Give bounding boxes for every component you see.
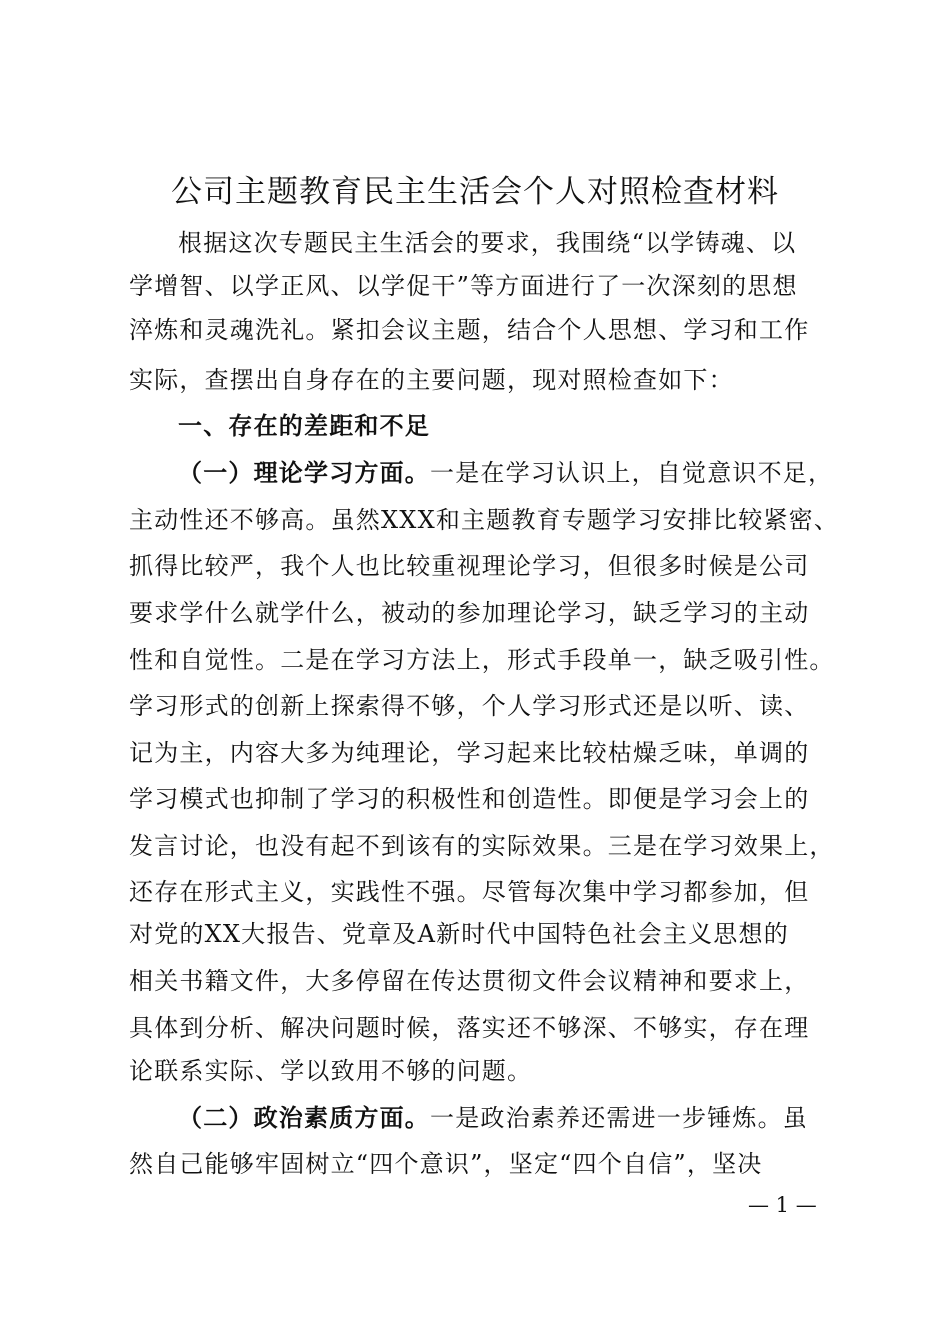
section-heading: 一、存在的差距和不足 bbox=[178, 411, 430, 440]
paragraph-line: 相关书籍文件，大多停留在传达贯彻文件会议精神和要求上， bbox=[129, 967, 810, 995]
paragraph-line: 学习模式也抑制了学习的积极性和创造性。即便是学习会上的 bbox=[129, 785, 810, 813]
paragraph-line: 对党的XX大报告、党章及A新时代中国特色社会主义思想的 bbox=[129, 920, 789, 948]
paragraph-line: 还存在形式主义，实践性不强。尽管每次集中学习都参加，但 bbox=[129, 878, 810, 906]
paragraph-line: 性和自觉性。二是在学习方法上，形式手段单一，缺乏吸引性。 bbox=[129, 646, 835, 674]
paragraph-first-line bbox=[178, 456, 833, 490]
intro-line: 实际，查摆出自身存在的主要问题，现对照检查如下： bbox=[129, 366, 734, 394]
paragraph-line: 具体到分析、解决问题时候，落实还不够深、不够实，存在理 bbox=[129, 1014, 810, 1042]
paragraph-line: 学习形式的创新上探索得不够，个人学习形式还是以听、读、 bbox=[129, 692, 810, 720]
page-number: — 1 — bbox=[748, 1193, 817, 1217]
paragraph-line: 发言讨论，也没有起不到该有的实际效果。三是在学习效果上， bbox=[129, 832, 835, 860]
paragraph-first-line bbox=[178, 1101, 808, 1135]
paragraph-line: 论联系实际、学以致用不够的问题。 bbox=[129, 1057, 533, 1085]
paragraph-text: 一是在学习认识上，自觉意识不足， bbox=[430, 459, 834, 487]
subsection-heading: （一）理论学习方面。 bbox=[178, 458, 430, 487]
document-title: 公司主题教育民主生活会个人对照检查材料 bbox=[171, 174, 779, 210]
paragraph-line: 抓得比较严，我个人也比较重视理论学习，但很多时候是公司 bbox=[129, 552, 810, 580]
paragraph-line: 要求学什么就学什么，被动的参加理论学习，缺乏学习的主动 bbox=[129, 599, 810, 627]
paragraph-line: 然自己能够牢固树立“四个意识”，坚定“四个自信”，坚决 bbox=[129, 1150, 763, 1178]
subsection-heading: （二）政治素质方面。 bbox=[178, 1103, 430, 1132]
intro-line: 学增智、以学正风、以学促干”等方面进行了一次深刻的思想 bbox=[129, 272, 798, 300]
intro-line: 淬炼和灵魂洗礼。紧扣会议主题，结合个人思想、学习和工作 bbox=[129, 316, 810, 344]
paragraph-text: 一是政治素养还需进一步锤炼。虽 bbox=[430, 1104, 808, 1132]
paragraph-line: 主动性还不够高。虽然XXX和主题教育专题学习安排比较紧密、 bbox=[129, 506, 840, 534]
paragraph-line: 记为主，内容大多为纯理论，学习起来比较枯燥乏味，单调的 bbox=[129, 739, 810, 767]
intro-line: 根据这次专题民主生活会的要求，我围绕“以学铸魂、以 bbox=[178, 229, 797, 257]
